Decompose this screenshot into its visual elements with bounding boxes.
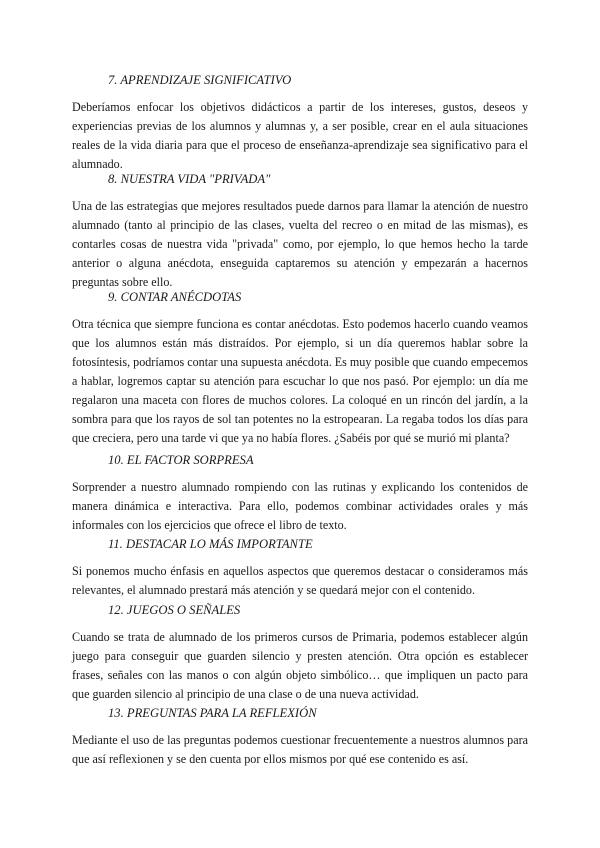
section-heading: 11. DESTACAR LO MÁS IMPORTANTE [108, 537, 313, 551]
section-heading: 13. PREGUNTAS PARA LA REFLEXIÓN [108, 706, 317, 720]
section-heading: 12. JUEGOS O SEÑALES [108, 603, 241, 617]
section-heading: 8. NUESTRA VIDA "PRIVADA" [108, 172, 271, 186]
section-destacar-lo-mas-importante [72, 536, 528, 600]
section-paragraph: Sorprender a nuestro alumnado rompiendo con las rutinas y explicando los contenidos de manera dinámica e interactiva. Para ello, podemos combinar actividades orales y más informales con los ejercicios que ofrece el libro de texto. [72, 480, 528, 532]
section-paragraph: Una de las estrategias que mejores resultados puede darnos para llamar la atención de nuestro alumnado (tanto al principio de las clases, vuelta del recreo o en mitad de las mismas), es contarles cosas de nuestra vida "privada" como, por ejemplo, lo que hemos hecho la tarde anterior o alguna anécdota, enseguida captaremos su atención y empezarán a hacernos preguntas sobre ello. [72, 199, 528, 289]
section-heading: 7. APRENDIZAJE SIGNIFICATIVO [108, 73, 292, 87]
section-preguntas-para-la-reflexion [72, 705, 528, 769]
section-contar-anecdotas [72, 289, 528, 448]
section-paragraph: Otra técnica que siempre funciona es contar anécdotas. Esto podemos hacerlo cuando veamos que los alumnos están más distraídos. Por ejemplo, si un día queremos hablar sobre la fotosíntesis, podríamos contar una supuesta anécdota. Es muy posible que cuando empecemos a hablar, logremos captar su atención para escuchar lo que nos pasó. Por ejemplo: un día me regalaron una maceta con flores de muchos colores. La coloqué en un rincón del jardín, a la sombra para que los rayos de sol tan potentes no la estropearan. La regaba todos los días para que creciera, pero una tarde vi que ya no había flores. ¿Sabéis por qué se murió mi planta? [72, 317, 528, 445]
section-paragraph: Cuando se trata de alumnado de los primeros cursos de Primaria, podemos establecer algún juego para conseguir que guarden silencio y presten atención. Otra opción es establecer frases, señales con las manos o con algún objeto simbólico… que impliquen un pacto para que guarden silencio al principio de una clase o de una nueva actividad. [72, 630, 528, 701]
section-heading: 9. CONTAR ANÉCDOTAS [108, 290, 242, 304]
section-factor-sorpresa [72, 452, 528, 535]
section-paragraph: Si ponemos mucho énfasis en aquellos aspectos que queremos destacar o consideramos más relevantes, el alumnado prestará más atención y se quedará mejor con el contenido. [72, 564, 528, 597]
section-paragraph: Mediante el uso de las preguntas podemos cuestionar frecuentemente a nuestros alumnos para que así reflexionen y se den cuenta por ellos mismos por qué ese contenido es así. [72, 733, 528, 766]
section-aprendizaje-significativo [72, 72, 528, 174]
section-paragraph: Deberíamos enfocar los objetivos didácticos a partir de los intereses, gustos, deseos y experiencias previas de los alumnos y alumnas y, a ser posible, crear en el aula situaciones reales de la vida diaria para que el proceso de enseñanza-aprendizaje sea significativo para el alumnado. [72, 100, 528, 171]
section-heading: 10. EL FACTOR SORPRESA [108, 453, 254, 467]
section-juegos-o-senales [72, 602, 528, 704]
section-nuestra-vida-privada [72, 171, 528, 292]
